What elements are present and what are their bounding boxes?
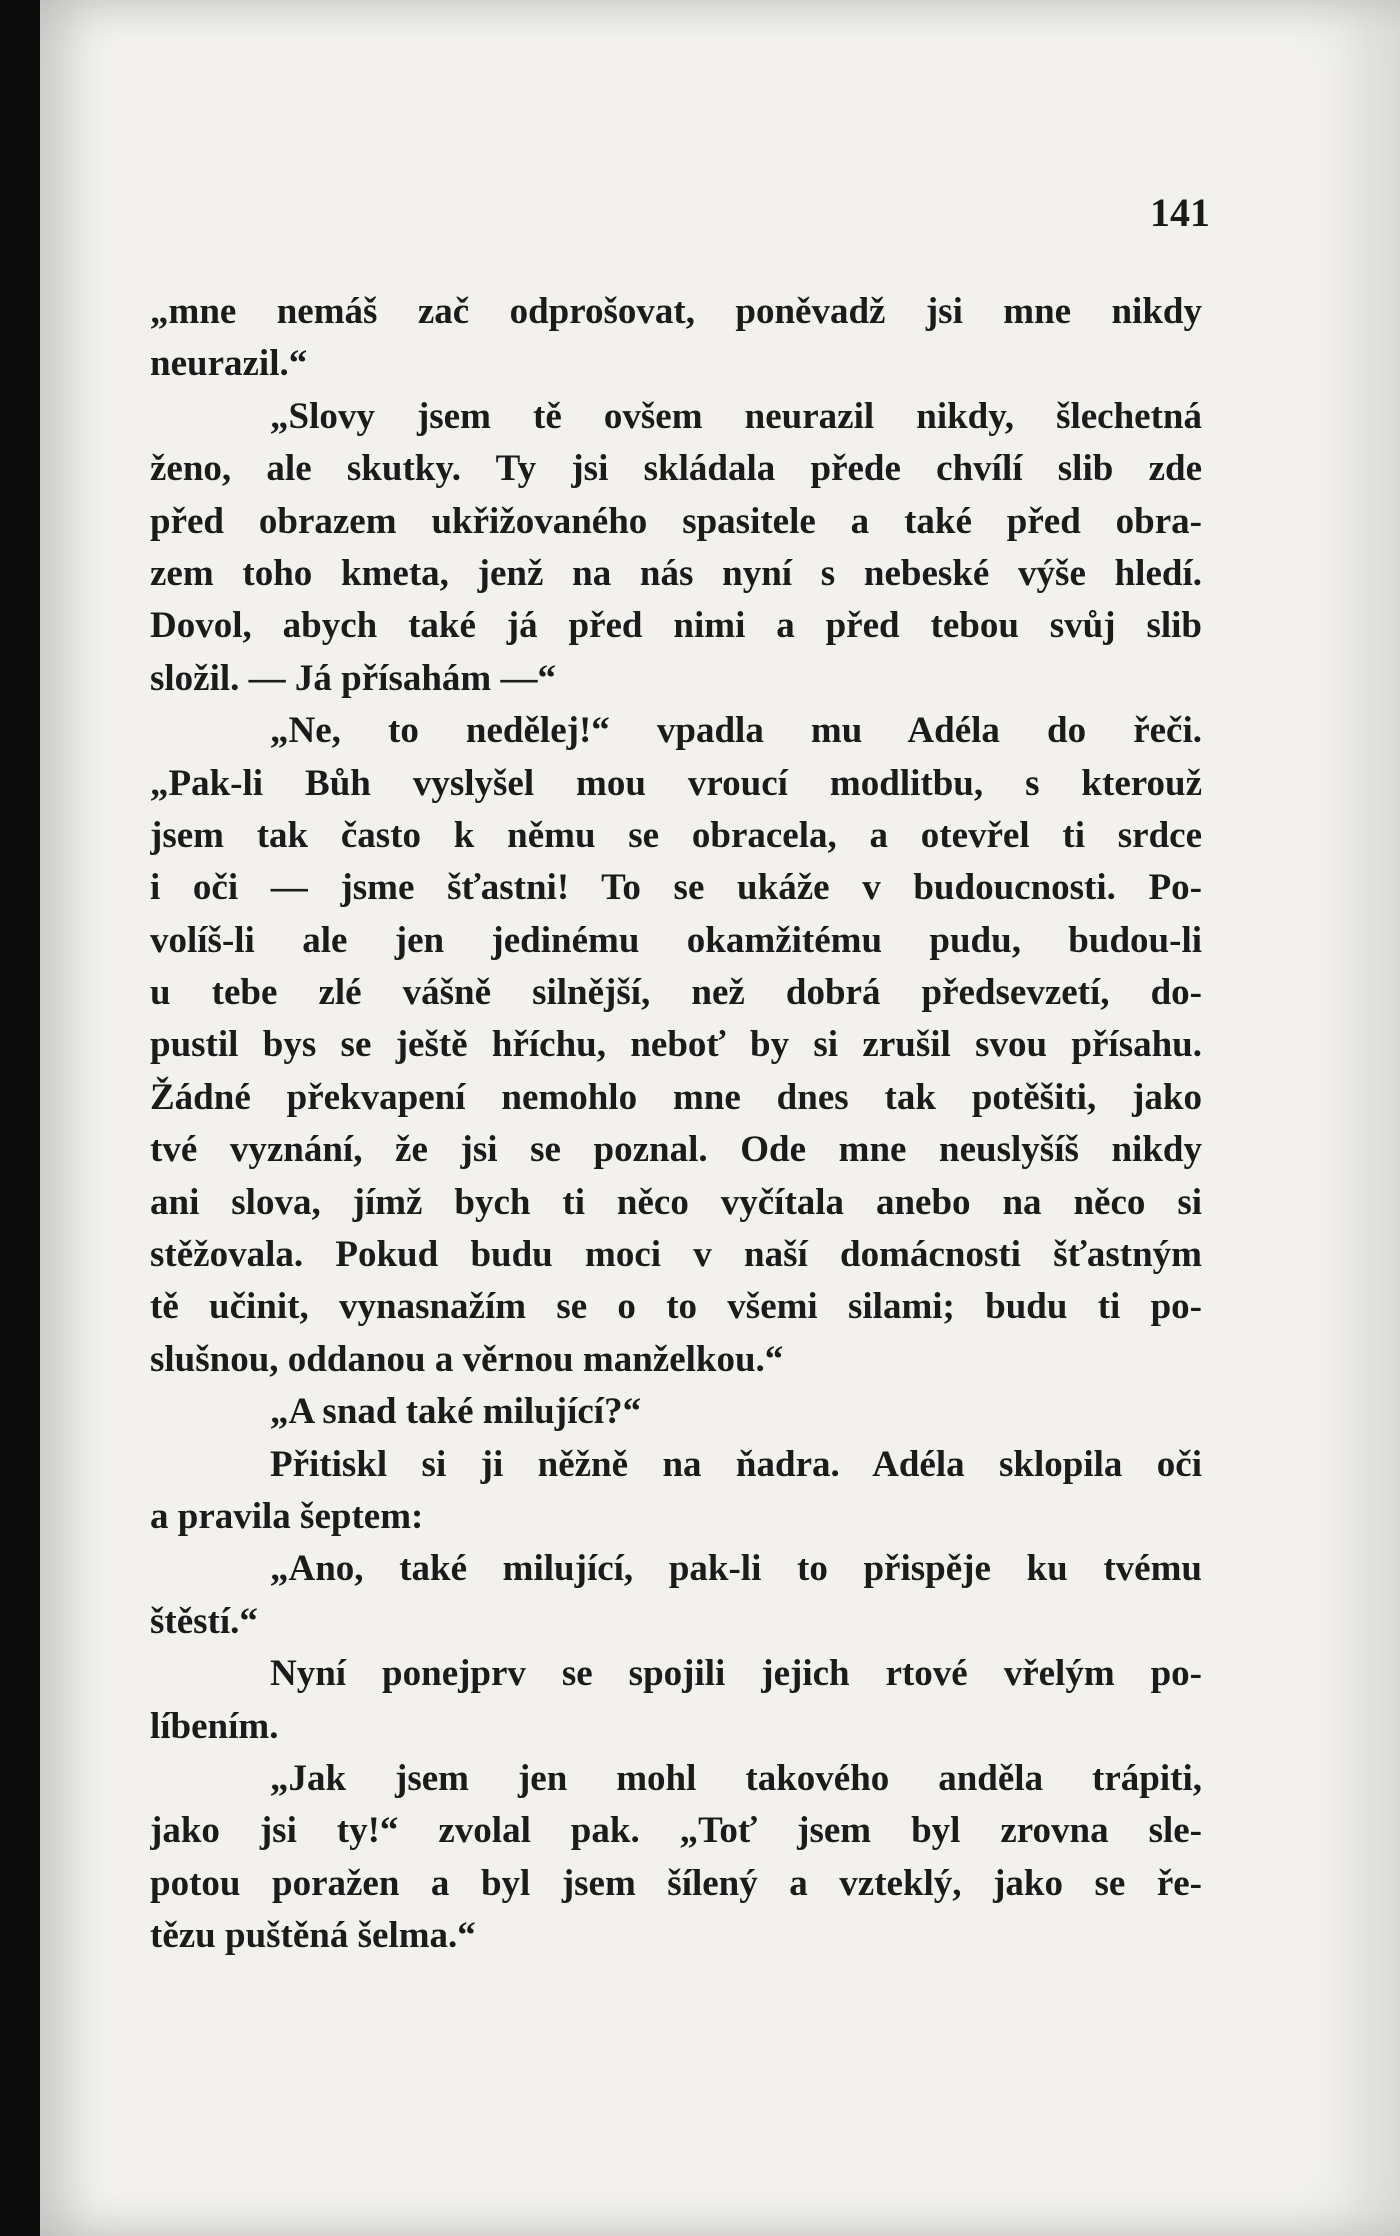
text-line: „A snad také milující?“ (270, 1391, 642, 1433)
text-line: volíš-li ale jen jedinému okamžitému pudu, budou-li (150, 919, 1202, 961)
text-line: neurazil.“ (150, 343, 308, 385)
text-line: potou poražen a byl jsem šílený a vzteklý, jako se ře- (150, 1862, 1202, 1904)
text-line: zem toho kmeta, jenž na nás nyní s nebeské výše hledí. (150, 552, 1202, 594)
text-line: štěstí.“ (150, 1600, 258, 1642)
book-page (40, 0, 1400, 2236)
text-line: „Slovy jsem tě ovšem neurazil nikdy, šlechetná (270, 395, 1202, 437)
text-line: „mne nemáš zač odprošovat, poněvadž jsi mne nikdy (150, 291, 1202, 332)
text-line: „Pak-li Bůh vyslyšel mou vroucí modlitbu, s kterouž (150, 762, 1202, 804)
text-line: slušnou, oddanou a věrnou manželkou.“ (150, 1338, 784, 1380)
text-line: „Ne, to nedělej!“ vpadla mu Adéla do řeči. (270, 710, 1202, 752)
text-line: Přitiskl si ji něžně na ňadra. Adéla sklopila oči (270, 1443, 1202, 1485)
text-line: stěžovala. Pokud budu moci v naší domácnosti šťastným (150, 1234, 1202, 1276)
scan-border (0, 0, 40, 2236)
text-line: a pravila šeptem: (150, 1495, 424, 1537)
text-line: tě učinit, vynasnažím se o to všemi silami; budu ti po- (150, 1286, 1202, 1328)
text-line: složil. — Já přísahám —“ (150, 657, 556, 699)
text-line: tězu puštěná šelma.“ (150, 1915, 476, 1957)
text-line: Žádné překvapení nemohlo mne dnes tak potěšiti, jako (150, 1076, 1202, 1118)
text-line: ani slova, jímž bych ti něco vyčítala anebo na něco si (150, 1181, 1202, 1223)
text-line: jsem tak často k němu se obracela, a otevřel ti srdce (150, 814, 1202, 856)
text-line: „Ano, také milující, pak-li to přispěje ku tvému (270, 1548, 1202, 1590)
text-line: Dovol, abych také já před nimi a před tebou svůj slib (150, 605, 1202, 647)
text-line: „Jak jsem jen mohl takového anděla trápiti, (270, 1757, 1202, 1799)
text-line: pustil bys se ještě hříchu, neboť by si zrušil svou přísahu. (150, 1024, 1202, 1066)
text-line: ženo, ale skutky. Ty jsi skládala přede chvílí slib zde (150, 448, 1202, 490)
text-line: před obrazem ukřižovaného spasitele a také před obra- (150, 500, 1202, 542)
text-line: tvé vyznání, že jsi se poznal. Ode mne neuslyšíš nikdy (150, 1129, 1202, 1171)
text-line: Nyní ponejprv se spojili jejich rtové vřelým po- (270, 1653, 1202, 1695)
page-number: 141 (1150, 190, 1210, 235)
text-line: i oči — jsme šťastni! To se ukáže v budoucnosti. Po- (150, 867, 1202, 909)
text-line: u tebe zlé vášně silnější, než dobrá předsevzetí, do- (150, 972, 1202, 1014)
text-line: líbením. (150, 1705, 279, 1747)
page-text (150, 286, 1202, 1963)
text-line: jako jsi ty!“ zvolal pak. „Toť jsem byl zrovna sle- (150, 1810, 1202, 1852)
